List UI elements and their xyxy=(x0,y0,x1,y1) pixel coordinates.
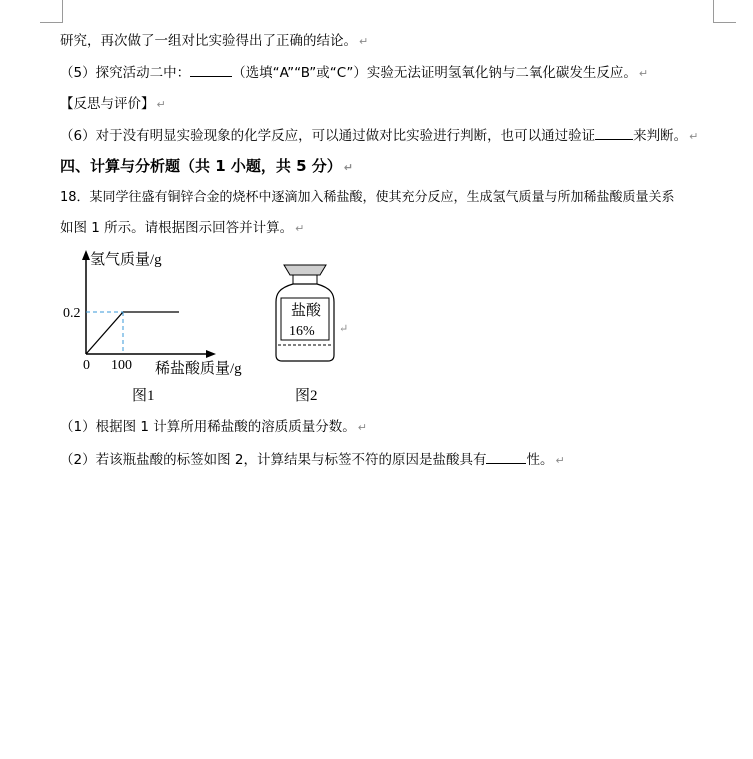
section-heading xyxy=(60,157,353,177)
question-5 xyxy=(60,63,648,83)
question-6 xyxy=(60,126,698,146)
x-axis-arrow-icon xyxy=(206,350,216,358)
q6-suffix: 来判断。 xyxy=(633,128,688,144)
return-mark-icon: ↵ xyxy=(357,421,367,434)
q6-prefix: （6）对于没有明显实验现象的化学反应，可以通过做对比实验进行判断，也可以通过验证 xyxy=(60,128,596,144)
sub-question-2 xyxy=(60,450,565,470)
y-tick-label: 0.2 xyxy=(63,306,81,321)
return-mark-icon: ↵ xyxy=(689,130,699,143)
paragraph-line-1 xyxy=(60,32,368,51)
sub-question-1 xyxy=(60,418,367,437)
label-name: 盐酸 xyxy=(291,303,322,319)
text-conclusion: 研究，再次做了一组对比实验得出了正确的结论。 xyxy=(60,33,357,49)
label-concentration: 16% xyxy=(289,324,315,339)
question-18-line-1 xyxy=(60,189,675,207)
y-axis-arrow-icon xyxy=(82,250,90,260)
figure-1-caption: 图1 xyxy=(132,388,155,404)
x-tick-label: 100 xyxy=(111,358,132,373)
question-18-line-2 xyxy=(60,219,304,238)
return-mark-icon: ↵ xyxy=(295,222,305,235)
return-mark-icon: ↵ xyxy=(555,454,565,467)
q5-answer-blank[interactable] xyxy=(190,63,232,77)
q5-suffix: （选填“A”“B”或“C”）实验无法证明氢氧化钠与二氧化碳发生反应。 xyxy=(232,65,637,81)
sub-q1-text: （1）根据图 1 计算所用稀盐酸的溶质质量分数。 xyxy=(60,419,356,435)
y-axis-label: 氢气质量/g xyxy=(90,252,162,268)
sub-q2-suffix: 性。 xyxy=(526,452,554,468)
origin-label: 0 xyxy=(83,358,90,373)
q6-answer-blank[interactable] xyxy=(595,126,633,140)
x-axis-label: 稀盐酸质量/g xyxy=(155,361,242,377)
q18-text-a: 18．某同学往盛有铜锌合金的烧杯中逐滴加入稀盐酸，使其充分反应，生成氢气质量与所加稀盐酸质量关系 xyxy=(60,190,675,205)
return-mark-icon: ↵ xyxy=(339,323,349,335)
figures xyxy=(55,248,355,408)
crop-mark-top-left xyxy=(40,0,63,23)
sub-q2-answer-blank[interactable] xyxy=(486,450,526,464)
q5-prefix: （5）探究活动二中： xyxy=(60,65,191,81)
figure-2-bottle xyxy=(276,265,348,404)
crop-mark-top-right xyxy=(713,0,736,23)
return-mark-icon: ↵ xyxy=(343,161,353,174)
figure-2-caption: 图2 xyxy=(295,388,318,404)
return-mark-icon: ↵ xyxy=(359,35,369,48)
bottle-neck xyxy=(293,275,317,284)
bottle-stopper-icon xyxy=(284,265,326,275)
return-mark-icon: ↵ xyxy=(638,67,649,80)
return-mark-icon: ↵ xyxy=(156,98,166,111)
section-reflection xyxy=(60,95,166,114)
reflection-title: 【反思与评价】 xyxy=(60,96,155,112)
figure-1-graph xyxy=(63,250,242,404)
section-title: 四、计算与分析题（共 1 小题，共 5 分） xyxy=(60,157,342,175)
sub-q2-prefix: （2）若该瓶盐酸的标签如图 2，计算结果与标签不符的原因是盐酸具有 xyxy=(60,452,487,468)
hydrogen-curve xyxy=(86,312,179,354)
q18-text-b: 如图 1 所示。请根据图示回答并计算。 xyxy=(60,220,294,236)
